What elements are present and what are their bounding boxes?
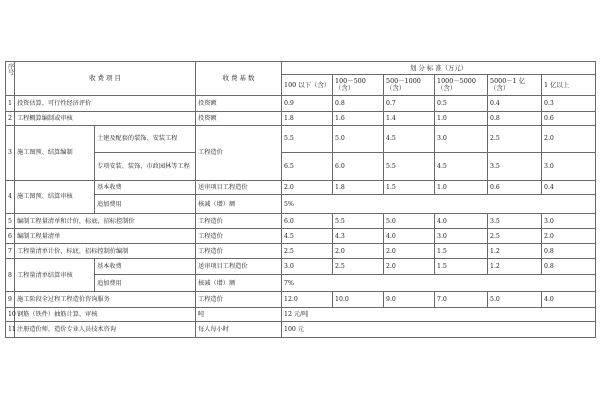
header-range-2: 100－500（含） — [333, 75, 384, 96]
row-value: 0.9 — [282, 96, 333, 112]
row-value: 0.4 — [542, 180, 596, 194]
row-value: 3.0 — [542, 152, 596, 180]
row-value: 3.0 — [282, 259, 333, 275]
row-value: 7.0 — [435, 292, 488, 308]
row-value: 2.0 — [384, 243, 435, 259]
table-row — [6, 307, 596, 321]
row-value: 1.6 — [333, 111, 384, 125]
row-value: 6.5 — [282, 152, 333, 180]
row-subitem: 基本收费 — [95, 180, 196, 194]
row-value: 3.0 — [435, 229, 488, 243]
row-value: 5.0 — [384, 213, 435, 229]
row-value: 4.0 — [542, 292, 596, 308]
row-seq: 5 — [6, 213, 15, 229]
row-basis: 工程造价 — [196, 292, 282, 308]
header-item: 收 费 项 目 — [15, 62, 196, 96]
row-value: 1.8 — [282, 111, 333, 125]
row-seq: 10 — [6, 307, 15, 321]
row-value: 1.5 — [435, 243, 488, 259]
row-basis: 送审项目工程造价 — [196, 180, 282, 194]
row-basis: 工程造价 — [196, 213, 282, 229]
header-standard: 划 分 标 准（万元） — [282, 62, 596, 75]
row-value: 4.5 — [384, 126, 435, 153]
table-row — [6, 180, 596, 194]
row-item: 注册造价师、造价专业人员技术咨询 — [15, 322, 196, 338]
table-row — [6, 152, 596, 180]
row-seq: 6 — [6, 229, 15, 243]
row-value: 6.0 — [282, 213, 333, 229]
row-value: 5.0 — [333, 126, 384, 153]
row-value: 2.0 — [333, 243, 384, 259]
row-item: 工程量清单计价，标底，招标控制价编制 — [15, 243, 196, 259]
row-seq: 3 — [6, 126, 15, 181]
row-basis: 工程造价 — [196, 243, 282, 259]
row-basis: 核减（增）额 — [196, 195, 282, 214]
row-subitem: 追加费用 — [95, 274, 196, 292]
row-value: 0.8 — [542, 243, 596, 259]
row-item: 钢筋（铁件）抽筋计算、审核 — [15, 307, 196, 321]
row-basis: 核减（增）额 — [196, 274, 282, 292]
row-value: 2.0 — [542, 126, 596, 153]
table-row — [6, 213, 596, 229]
header-range-4: 1000－5000（含） — [435, 75, 488, 96]
row-subitem: 专项安装、装饰、市政园林等工程 — [95, 152, 196, 180]
row-value: 0.3 — [542, 96, 596, 112]
row-value: 0.7 — [384, 96, 435, 112]
row-value: 4.0 — [384, 229, 435, 243]
fee-standard-table-container — [5, 61, 595, 338]
row-subitem: 基本收费 — [95, 259, 196, 275]
row-value: 1.0 — [435, 111, 488, 125]
row-rate: 7% — [282, 274, 596, 292]
row-value: 3.0 — [435, 126, 488, 153]
row-basis: 吨 — [196, 307, 282, 321]
row-value: 2.5 — [488, 126, 542, 153]
row-value: 4.3 — [333, 229, 384, 243]
row-value: 9.0 — [384, 292, 435, 308]
row-seq: 8 — [6, 259, 15, 292]
row-value: 3.5 — [488, 152, 542, 180]
table-row — [6, 243, 596, 259]
row-value: 5.5 — [384, 152, 435, 180]
row-subitem: 土建及配套的装饰、安装工程 — [95, 126, 196, 153]
row-seq: 2 — [6, 111, 15, 125]
row-basis: 投资额 — [196, 111, 282, 125]
row-value: 3.0 — [542, 213, 596, 229]
header-range-1: 100 以下（含） — [282, 75, 333, 96]
row-value: 4.5 — [282, 229, 333, 243]
row-subitem: 追加费用 — [95, 195, 196, 214]
row-item: 施工阶段全过程工程造价咨询服务 — [15, 292, 196, 308]
row-value: 4.0 — [435, 213, 488, 229]
table-row — [6, 96, 596, 112]
row-seq: 7 — [6, 243, 15, 259]
row-basis: 每人每小时 — [196, 322, 282, 338]
row-group: 施工图预、结算审核 — [15, 180, 95, 213]
row-value: 2.0 — [282, 180, 333, 194]
row-value: 0.8 — [488, 111, 542, 125]
row-value: 0.5 — [435, 96, 488, 112]
row-item: 编制工程量清单 — [15, 229, 196, 243]
row-value: 10.0 — [333, 292, 384, 308]
row-basis: 投资额 — [196, 96, 282, 112]
row-value: 2.5 — [333, 259, 384, 275]
table-row — [6, 111, 596, 125]
row-basis: 工程造价 — [196, 126, 282, 181]
row-seq: 11 — [6, 322, 15, 338]
row-value: 5.0 — [488, 292, 542, 308]
row-value: 1.4 — [384, 111, 435, 125]
header-range-6: 1 亿以上 — [542, 75, 596, 96]
table-row — [6, 274, 596, 292]
row-group: 施工图预、结算编制 — [15, 126, 95, 181]
row-value: 0.8 — [333, 96, 384, 112]
row-value: 3.5 — [488, 213, 542, 229]
row-item: 投资估算、可行性经济评价 — [15, 96, 196, 112]
row-value: 2.0 — [542, 229, 596, 243]
row-item: 编制工程量清单和计价，标底，招标控制价 — [15, 213, 196, 229]
row-value: 0.4 — [488, 96, 542, 112]
row-seq: 1 — [6, 96, 15, 112]
row-value: 1.5 — [384, 180, 435, 194]
header-basis: 收 费 基 数 — [196, 62, 282, 96]
row-price: 12 元/吨 — [282, 307, 596, 321]
table-row — [6, 195, 596, 214]
row-item: 工程概算编制或审核 — [15, 111, 196, 125]
row-basis: 送审项目工程造价 — [196, 259, 282, 275]
row-value: 1.0 — [435, 180, 488, 194]
row-value: 0.6 — [542, 111, 596, 125]
header-range-5: 5000－1 亿（含） — [488, 75, 542, 96]
table-row — [6, 126, 596, 153]
row-value: 5.5 — [333, 213, 384, 229]
row-value: 1.2 — [488, 259, 542, 275]
row-seq: 9 — [6, 292, 15, 308]
row-value: 1.5 — [435, 259, 488, 275]
row-value: 2.5 — [282, 243, 333, 259]
fee-standard-table — [5, 61, 596, 338]
row-value: 0.6 — [488, 180, 542, 194]
row-price: 100 元 — [282, 322, 596, 338]
row-value: 0.8 — [542, 259, 596, 275]
row-basis: 工程造价 — [196, 229, 282, 243]
row-rate: 5% — [282, 195, 596, 214]
row-value: 5.5 — [282, 126, 333, 153]
row-value: 4.5 — [435, 152, 488, 180]
header-seq: 序号 — [6, 62, 15, 96]
table-row — [6, 292, 596, 308]
row-value: 12.0 — [282, 292, 333, 308]
row-seq: 4 — [6, 180, 15, 213]
row-value: 2.5 — [488, 229, 542, 243]
table-row — [6, 229, 596, 243]
table-row — [6, 259, 596, 275]
table-row — [6, 322, 596, 338]
row-group: 工程量清单结算审核 — [15, 259, 95, 292]
row-value: 6.0 — [333, 152, 384, 180]
row-value: 1.8 — [333, 180, 384, 194]
header-range-3: 500－1000（含） — [384, 75, 435, 96]
row-value: 1.2 — [488, 243, 542, 259]
row-value: 2.0 — [384, 259, 435, 275]
